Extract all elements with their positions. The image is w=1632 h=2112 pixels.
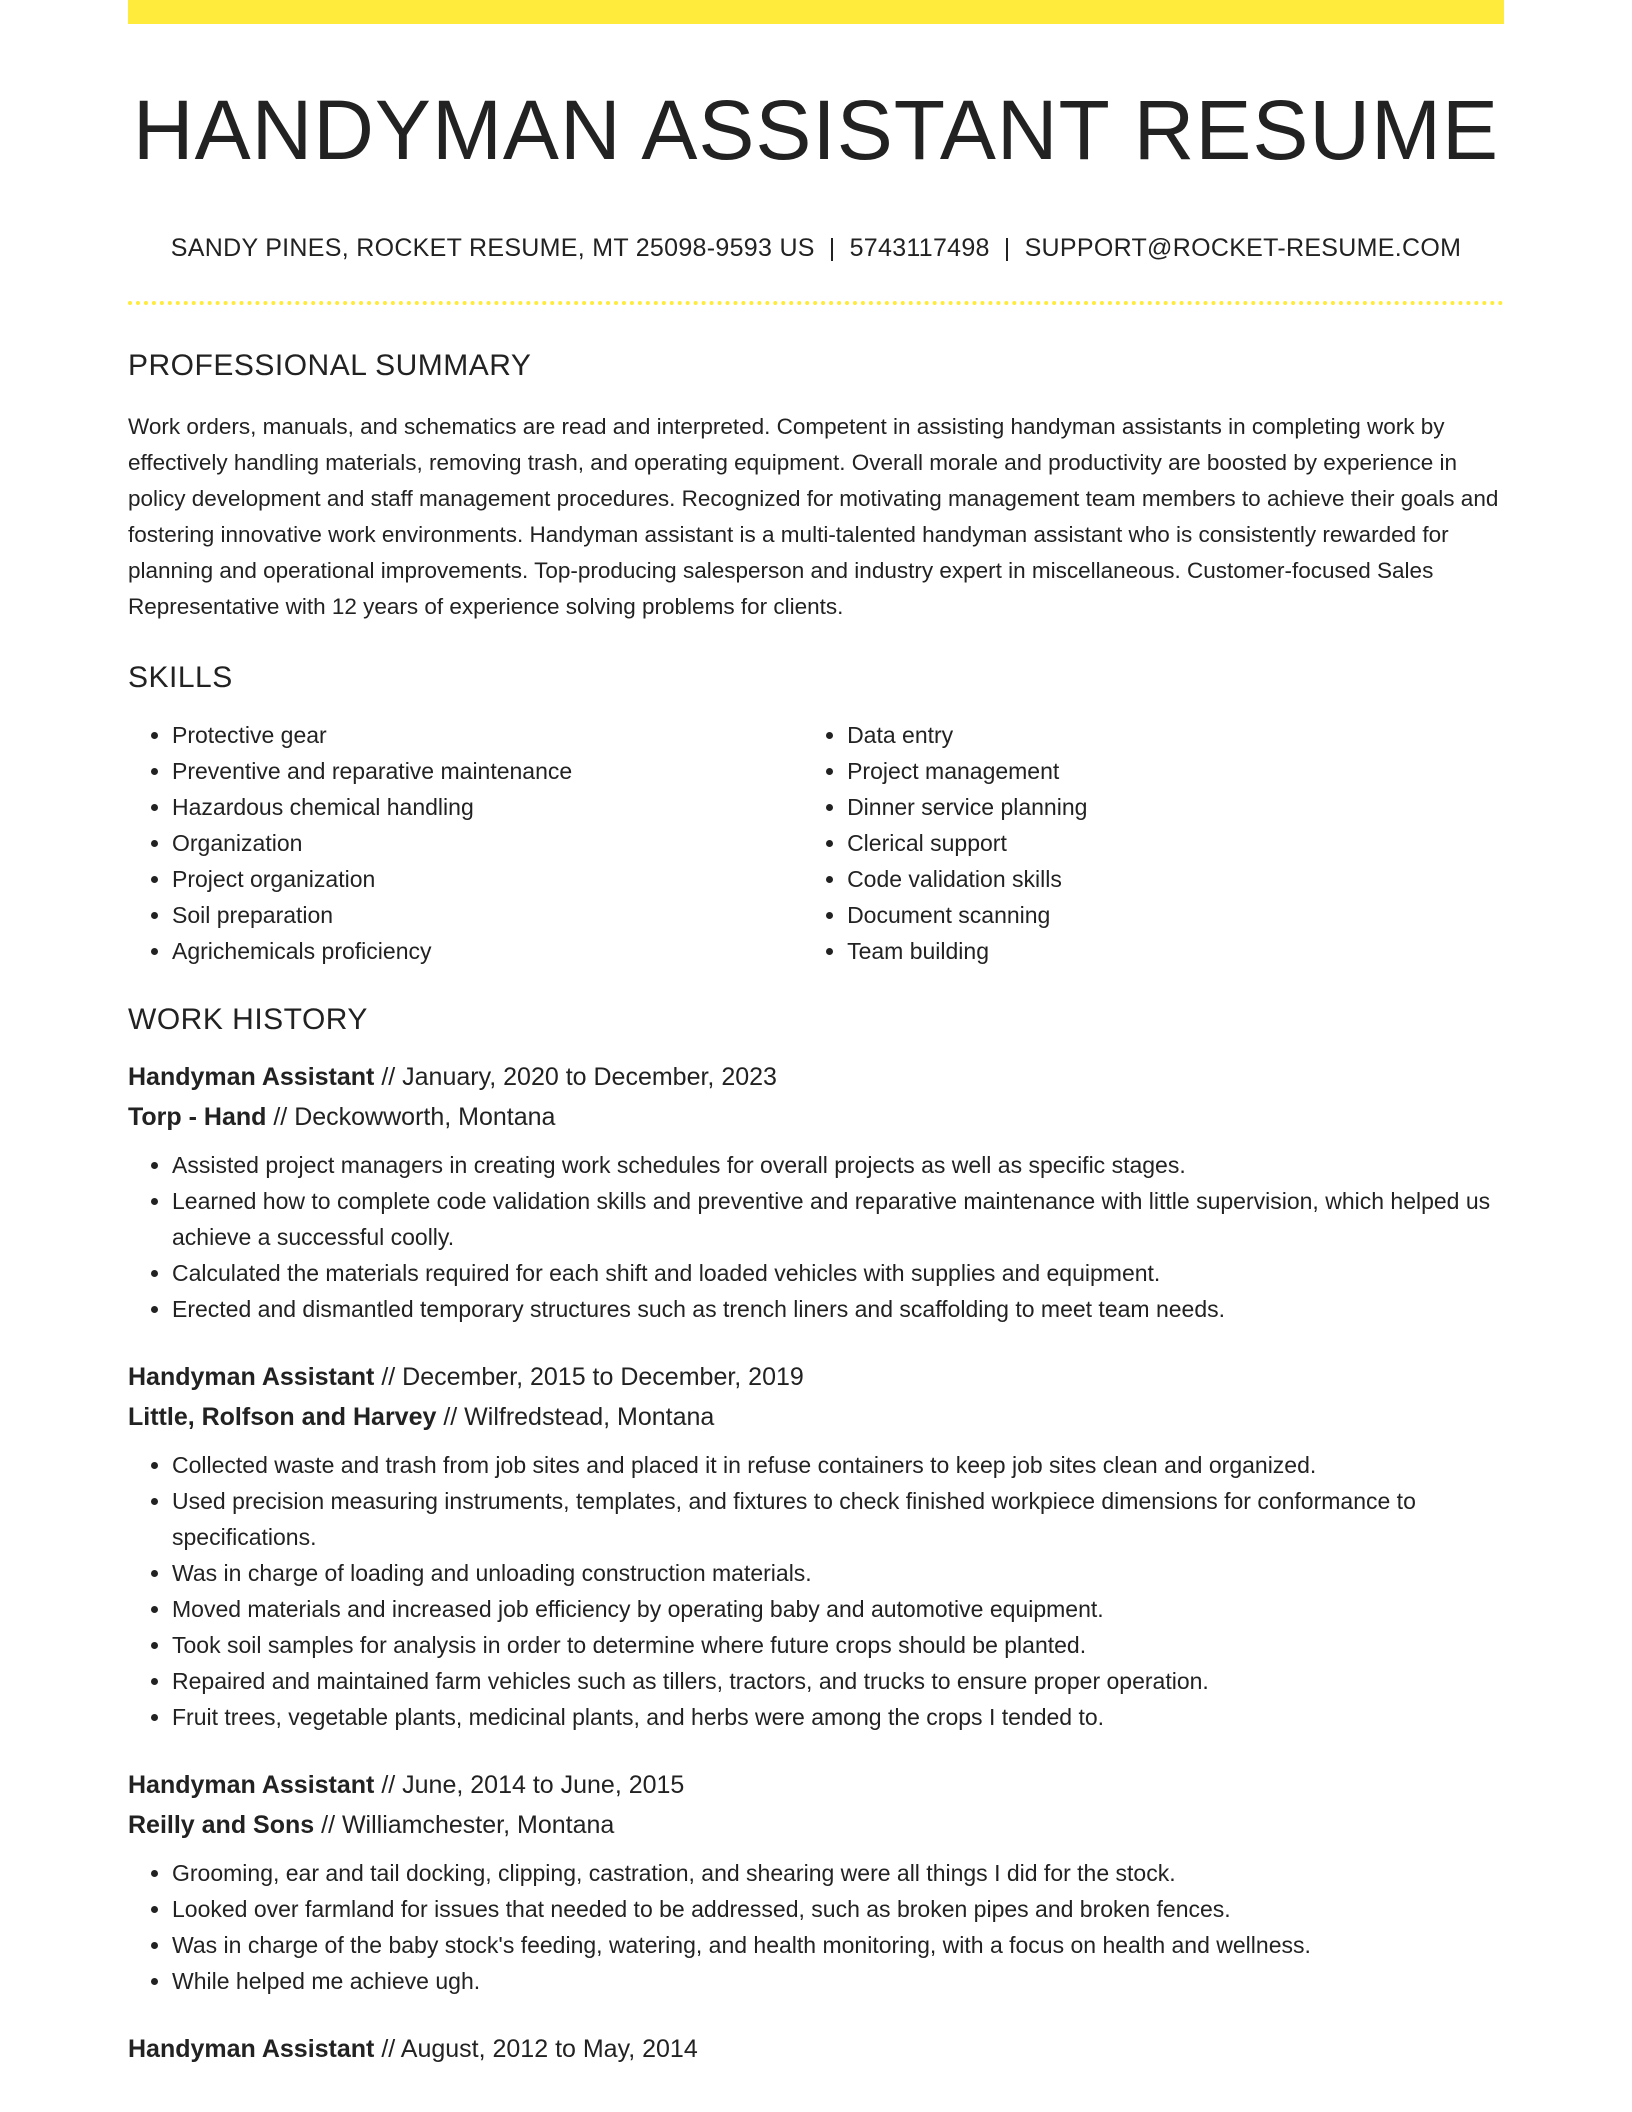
skills-column-right [803, 717, 1504, 969]
job-location: // Wilfredstead, Montana [436, 1403, 715, 1432]
skill-item: • Clerical support [847, 825, 1504, 861]
job-bullet: • Was in charge of loading and unloading construction materials. [172, 1555, 1504, 1591]
skill-item: • Soil preparation [172, 897, 803, 933]
resume-page [128, 0, 1504, 2069]
job-bullet: • Took soil samples for analysis in order to determine where future crops should be planted. [172, 1627, 1504, 1663]
job-company-line [128, 1097, 1504, 1137]
job-bullet: • Calculated the materials required for each shift and loaded vehicles with supplies and equipment. [172, 1255, 1504, 1291]
job-bullet: • Repaired and maintained farm vehicles such as tillers, tractors, and trucks to ensure proper operation. [172, 1663, 1504, 1699]
contact-address: SANDY PINES, ROCKET RESUME, MT 25098-9593 US [170, 234, 815, 263]
job-bullet: • Used precision measuring instruments, templates, and fixtures to check finished workpiece dimensions for conformance to specifications. [172, 1483, 1504, 1555]
skills-heading: SKILLS [128, 661, 233, 695]
job-bullet: • Collected waste and trash from job sites and placed it in refuse containers to keep job sites clean and organized. [172, 1447, 1504, 1483]
job-bullet: • Was in charge of the baby stock's feeding, watering, and health monitoring, with a focus on health and wellness. [172, 1927, 1504, 1963]
job-title-line [128, 1357, 1504, 1397]
contact-line [128, 234, 1504, 263]
job-spacer [128, 1735, 1504, 1765]
job-bullets [128, 1147, 1504, 1327]
job-dates: // June, 2014 to June, 2015 [374, 1771, 685, 1800]
contact-phone: 5743117498 [849, 234, 990, 263]
skill-item: • Team building [847, 933, 1504, 969]
job-spacer [128, 1327, 1504, 1357]
skill-item: • Protective gear [172, 717, 803, 753]
job-title-line [128, 1057, 1504, 1097]
job-bullet: • Looked over farmland for issues that needed to be addressed, such as broken pipes and broken fences. [172, 1891, 1504, 1927]
job-bullets [128, 1447, 1504, 1735]
job-title: Handyman Assistant [128, 1771, 375, 1800]
job-title-line [128, 1765, 1504, 1805]
job-title: Handyman Assistant [128, 1363, 375, 1392]
contact-separator: | [1003, 234, 1011, 263]
job-company: Little, Rolfson and Harvey [128, 1403, 437, 1432]
job-bullet: • Erected and dismantled temporary structures such as trench liners and scaffolding to meet team needs. [172, 1291, 1504, 1327]
skills-list [128, 717, 1504, 969]
header-divider [128, 301, 1504, 305]
work-history-heading: WORK HISTORY [128, 1003, 368, 1037]
skill-item: • Project management [847, 753, 1504, 789]
job-bullet: • Assisted project managers in creating work schedules for overall projects as well as specific stages. [172, 1147, 1504, 1183]
job-company: Torp - Hand [128, 1103, 267, 1132]
resume-title: HANDYMAN ASSISTANT RESUME [132, 83, 1500, 177]
job-bullet: • Fruit trees, vegetable plants, medicinal plants, and herbs were among the crops I tended to. [172, 1699, 1504, 1735]
skill-item: • Project organization [172, 861, 803, 897]
contact-email: SUPPORT@ROCKET-RESUME.COM [1024, 234, 1462, 263]
skill-item: • Hazardous chemical handling [172, 789, 803, 825]
job-entry [128, 1765, 1504, 1999]
contact-separator: | [828, 234, 836, 263]
job-bullet: • While helped me achieve ugh. [172, 1963, 1504, 1999]
job-title: Handyman Assistant [128, 2035, 375, 2064]
job-company-line [128, 1397, 1504, 1437]
job-bullet: • Learned how to complete code validation skills and preventive and reparative maintenance with little supervision, which helped us achieve a successful coolly. [172, 1183, 1504, 1255]
job-spacer [128, 1999, 1504, 2029]
skill-item: • Dinner service planning [847, 789, 1504, 825]
skill-item: • Code validation skills [847, 861, 1504, 897]
job-title: Handyman Assistant [128, 1063, 375, 1092]
skill-item: • Preventive and reparative maintenance [172, 753, 803, 789]
job-bullet: • Grooming, ear and tail docking, clipping, castration, and shearing were all things I did for the stock. [172, 1855, 1504, 1891]
job-company-line [128, 1805, 1504, 1845]
job-entry [128, 1057, 1504, 1327]
skill-item: • Agrichemicals proficiency [172, 933, 803, 969]
job-entry [128, 2029, 1504, 2069]
summary-text: Work orders, manuals, and schematics are read and interpreted. Competent in assisting handyman assistants in completing work by effectively handling materials, removing trash, and operating equipment. Overall morale and productivity are boosted by experience in policy development and staff management procedures. Recognized for motivating management team members to achieve their goals and fostering innovative work environments. Handyman assistant is a multi-talented handyman assistant who is consistently rewarded for planning and operational improvements. Top-producing salesperson and industry expert in miscellaneous. Customer-focused Sales Representative with 12 years of experience solving problems for clients. [128, 414, 1499, 620]
skill-item: • Data entry [847, 717, 1504, 753]
job-company: Reilly and Sons [128, 1811, 315, 1840]
skill-item: • Organization [172, 825, 803, 861]
job-entry [128, 1357, 1504, 1735]
job-dates: // August, 2012 to May, 2014 [374, 2035, 698, 2064]
summary-heading: PROFESSIONAL SUMMARY [128, 349, 532, 383]
skills-column-left [128, 717, 803, 969]
skill-item: • Document scanning [847, 897, 1504, 933]
job-title-line [128, 2029, 1504, 2069]
job-location: // Deckowworth, Montana [266, 1103, 556, 1132]
job-dates: // December, 2015 to December, 2019 [374, 1363, 804, 1392]
job-location: // Williamchester, Montana [314, 1811, 615, 1840]
accent-bar [128, 0, 1504, 24]
job-dates: // January, 2020 to December, 2023 [374, 1063, 777, 1092]
job-bullets [128, 1855, 1504, 1999]
job-bullet: • Moved materials and increased job efficiency by operating baby and automotive equipment. [172, 1591, 1504, 1627]
